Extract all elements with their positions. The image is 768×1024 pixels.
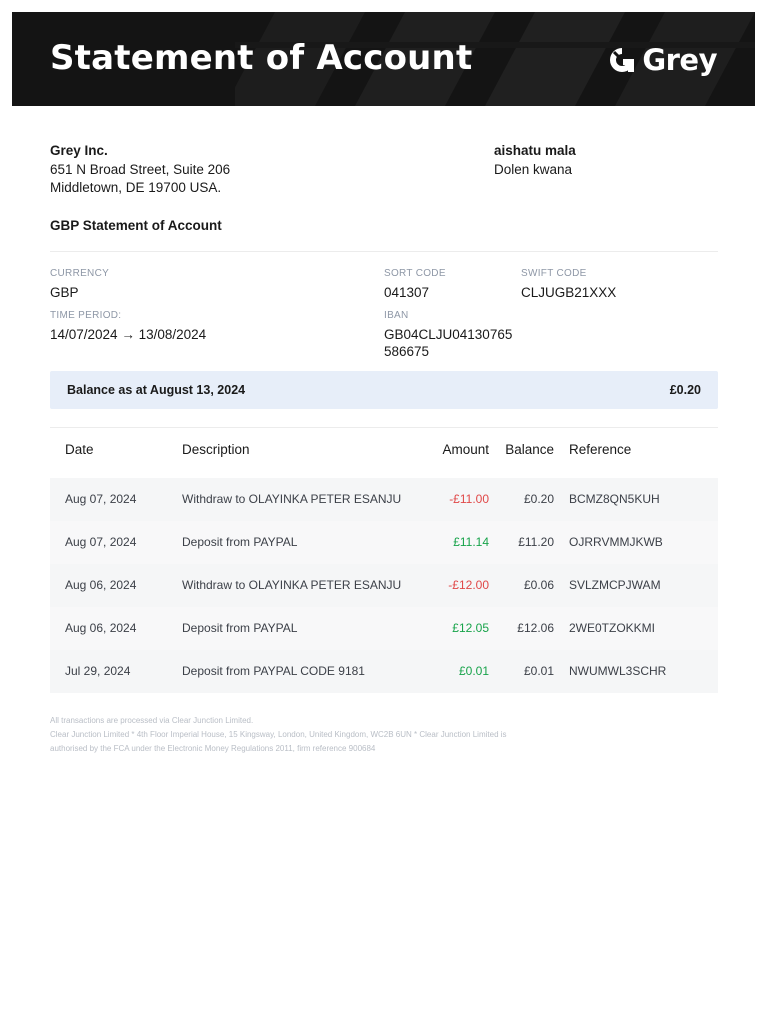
row-reference: 2WE0TZOKKMI [569,621,656,635]
issuer-name: Grey Inc. [50,143,108,158]
customer-name: aishatu mala [494,143,576,158]
row-date: Jul 29, 2024 [65,664,131,678]
divider [50,427,718,428]
footer-disclaimer [50,714,520,756]
row-balance: £11.20 [518,535,554,549]
row-balance: £0.20 [523,492,554,506]
row-reference: BCMZ8QN5KUH [569,492,660,506]
sort-code-value: 041307 [384,285,430,300]
row-description: Withdraw to OLAYINKA PETER ESANJU [182,492,402,506]
currency-value: GBP [50,285,79,300]
row-reference: OJRRVMMJKWB [569,535,663,549]
column-header-amount: Amount [442,442,489,457]
column-header-balance: Balance [505,442,554,457]
time-period-value: 14/07/2024 → 13/08/2024 [50,327,207,342]
customer-info [494,142,576,179]
time-period-label: TIME PERIOD: [50,310,122,321]
balance-label: Balance as at August 13, 2024 [67,383,246,397]
row-amount: £12.05 [452,621,489,635]
table-row [50,478,718,521]
row-date: Aug 07, 2024 [65,492,137,506]
column-header-date: Date [65,442,94,457]
balance-summary [50,371,718,409]
row-description: Deposit from PAYPAL [182,621,298,635]
statement-heading: GBP Statement of Account [50,218,222,233]
row-amount: -£11.00 [449,492,489,506]
row-description: Deposit from PAYPAL CODE 9181 [182,664,365,678]
table-row [50,564,718,607]
issuer-address [50,142,230,198]
row-amount: £0.01 [458,664,489,678]
currency-label: CURRENCY [50,268,110,279]
swift-code-value: CLJUGB21XXX [521,285,617,300]
row-description: Withdraw to OLAYINKA PETER ESANJU [182,578,402,592]
column-header-description: Description [182,442,250,457]
swift-code-label: SWIFT CODE [521,268,587,279]
header-banner [12,12,755,106]
row-amount: -£12.00 [448,578,489,592]
divider [50,251,718,252]
footer-line2: Clear Junction Limited * 4th Floor Imperial House, 15 Kingsway, London, United Kingdom, WC2B 6UN * Clear Junction Limited is authorised by the FCA under the Electronic Money Regulations 2011, firm reference 900684 [50,730,507,753]
iban-line2: 586675 [384,344,430,359]
row-balance: £0.06 [523,578,554,592]
brand-logo [608,43,717,77]
brand-name: Grey [642,43,717,77]
table-row [50,521,718,564]
grey-logo-icon [608,46,636,74]
footer-line1: All transactions are processed via Clear Junction Limited. [50,716,254,725]
issuer-address-line2: Middletown, DE 19700 USA. [50,180,222,195]
row-date: Aug 07, 2024 [65,535,137,549]
row-balance: £12.06 [517,621,554,635]
iban-label: IBAN [384,310,409,321]
table-row [50,607,718,650]
row-balance: £0.01 [523,664,554,678]
issuer-address-line1: 651 N Broad Street, Suite 206 [50,161,231,177]
iban-value [384,326,512,360]
row-reference: NWUMWL3SCHR [569,664,667,678]
column-header-reference: Reference [569,442,632,457]
sort-code-label: SORT CODE [384,268,446,279]
customer-location: Dolen kwana [494,161,573,177]
balance-amount: £0.20 [669,383,701,397]
row-date: Aug 06, 2024 [65,578,137,592]
row-amount: £11.14 [453,535,489,549]
row-reference: SVLZMCPJWAM [569,578,661,592]
row-description: Deposit from PAYPAL [182,535,298,549]
row-date: Aug 06, 2024 [65,621,137,635]
page-title: Statement of Account [50,38,473,78]
iban-line1: GB04CLJU04130765 [384,327,513,342]
table-row [50,650,718,693]
